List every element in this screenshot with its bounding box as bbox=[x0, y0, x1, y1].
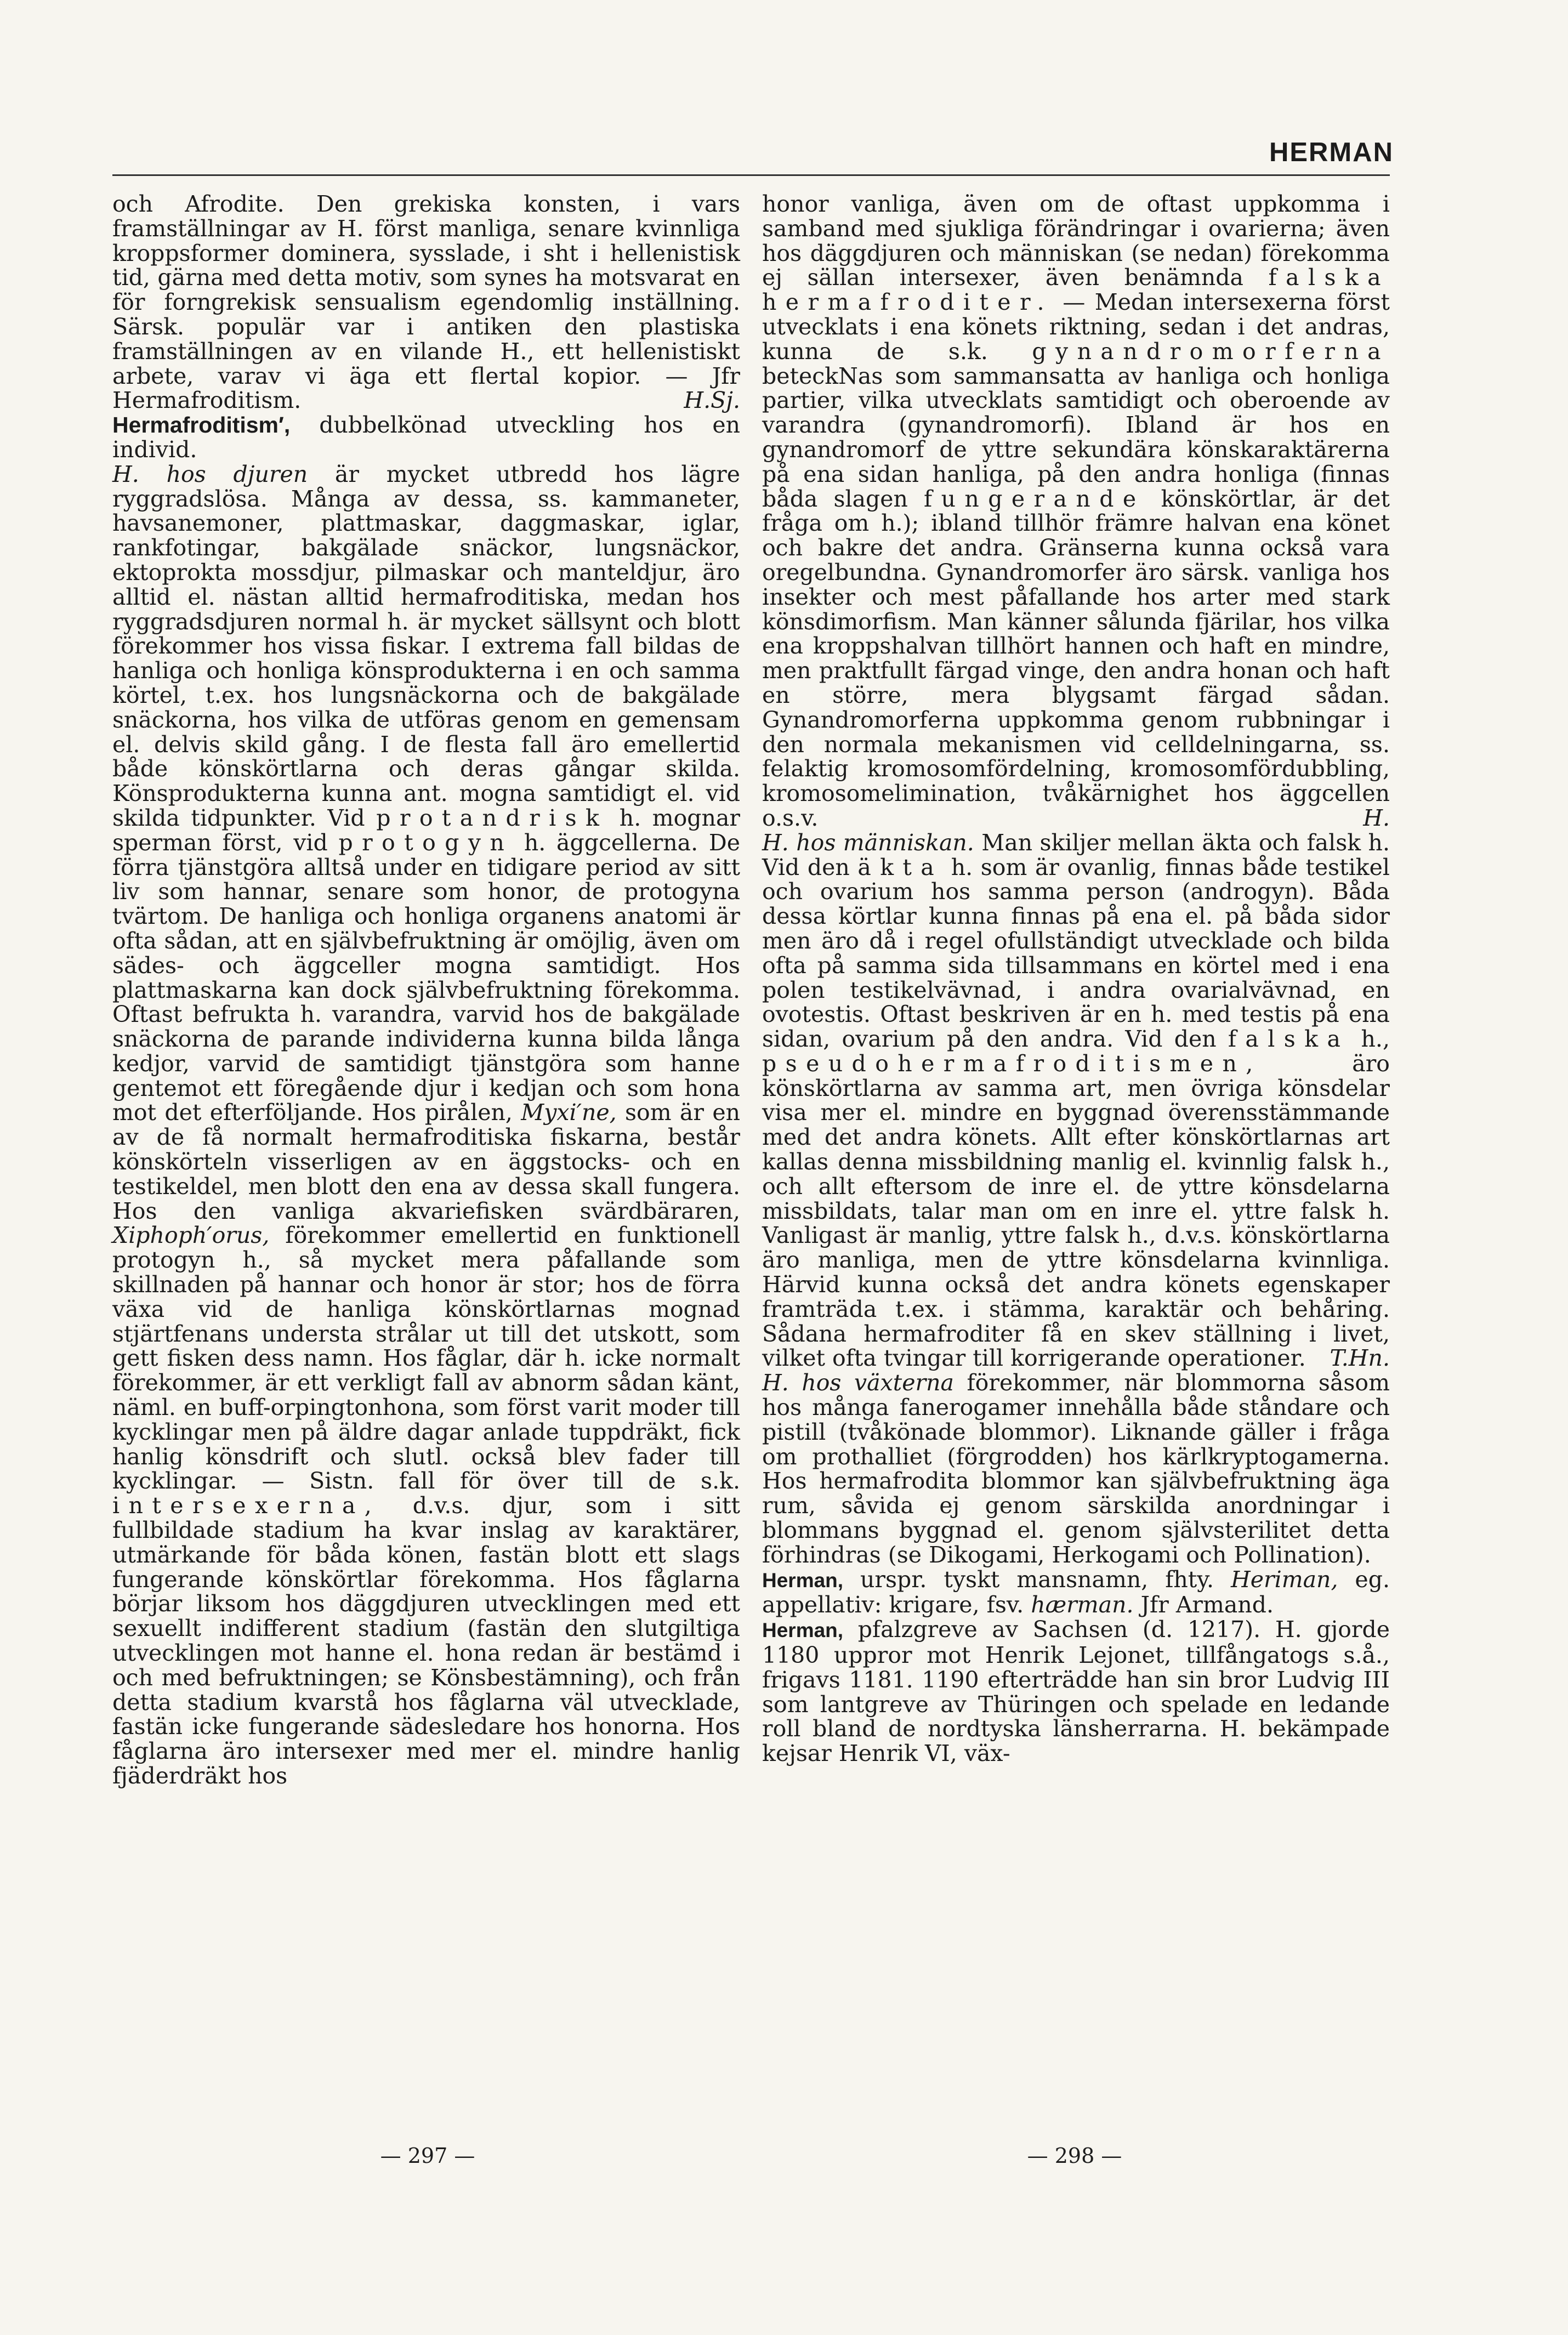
spaced-term: pseudohermafroditismen, bbox=[762, 1050, 1262, 1077]
paragraph-intersexer: honor vanliga, även om de oftast uppkomma i samband med sjukliga förändringar i ovarierna; även hos däggdjuren och människan (se nedan) förekomma ej sällan intersexer, även benämnda falska hermafroditer. — Medan intersexerna först utvecklats i ena könets riktning, sedan i det andras, kunna de s.k. gynandromorferna beteckNas som sammansatta av hanliga och honliga partier, vilka utvecklats samtidigt och oberoende av varandra (gynandromorfi). Ibland är hos en gynandromorf de yttre sekundära könskaraktärerna på ena sidan hanliga, på den andra honliga (finnas båda slagen fungerande könskörtlar, är det fråga om h.); ibland tillhör främre halvan ena könet och bakre det andra. Gränserna kunna också vara oregelbundna. Gynandromorfer äro särsk. vanliga hos insekter och mest påfallande hos arter med stark könsdimorfism. Man känner sålunda fjärilar, hos vilka ena kroppshalvan tillhört hannen och haft en mindre, men praktfullt färgad vinge, den andra honan och haft en större, mera blygsamt färgad sådan. Gynandromorferna uppkomma genom rubbningar i den normala mekanismen vid celldelningarna, ss. felaktig kromosomfördelning, kromosomfördubbling, kromosomelimination, tvåkärnighet hos äggcellen o.s.v. H. bbox=[762, 191, 1390, 831]
section-lead: H. hos människan. bbox=[762, 829, 974, 856]
section-lead: H. hos djuren bbox=[112, 461, 308, 487]
spaced-term: intersexerna, bbox=[112, 1492, 381, 1519]
etymology-word: hærman. bbox=[1031, 1592, 1134, 1618]
species-name: Myxi′ne, bbox=[521, 1099, 617, 1126]
paragraph-afrodite: och Afrodite. Den grekiska konsten, i vars framställningar av H. först manliga, senare kvinnliga kroppsformer dominera, sysslade, i sht i hellenistisk tid, gärna med detta motiv, som synes ha motsvarat en för forngrekisk sensualism egendomlig inställning. Särsk. populär var i antiken den plastiska framställningen av en vilande H., ett hellenistiskt arbete, varav vi äga ett flertal kopior. — Jfr Hermafroditism. H.Sj. bbox=[112, 191, 740, 414]
page-number-right: — 298 — bbox=[1027, 2144, 1122, 2168]
species-name: Xiphoph′orus, bbox=[112, 1222, 270, 1249]
page-number-left: — 297 — bbox=[380, 2144, 475, 2168]
left-column bbox=[112, 192, 740, 1788]
spaced-term: fungerande bbox=[924, 485, 1145, 512]
entry-hermafroditism: Hermafroditism′, dubbelkönad utveckling hos en individ. bbox=[112, 412, 740, 463]
author-signature: H. bbox=[1363, 804, 1390, 831]
section-lead: H. hos växterna bbox=[762, 1370, 954, 1396]
spaced-term: falska hermafroditer. bbox=[762, 264, 1390, 316]
paragraph-djuren: H. hos djuren är mycket utbredd hos lägre ryggradslösa. Många av dessa, ss. kammaneter, havsanemoner, plattmaskar, daggmaskar, iglar, rankfotingar, bakgälade snäckor, lungsnäckor, ektoprokta mossdjur, pilmaskar och manteldjur, äro alltid el. nästan alltid hermafroditiska, medan hos ryggradsdjuren normal h. är mycket sällsynt och blott förekommer hos vissa fiskar. I extrema fall bildas de hanliga och honliga könsprodukterna i en och samma körtel, t.ex. hos lungsnäckorna och de bakgälade snäckorna, hos vilka de utföras genom en gemensam el. delvis skild gång. I de flesta fall äro emellertid både könskörtlarna och deras gångar skilda. Könsprodukterna kunna ant. mogna samtidigt el. vid skilda tidpunkter. Vid protandrisk h. mognar sperman först, vid protogyn h. äggcellerna. De förra tjänstgöra alltså under en tidigare period av sitt liv som hannar, senare som honor, de protogyna tvärtom. De hanliga och honliga organens anatomi är ofta sådan, att en självbefruktning är omöjlig, även om sädes- och äggceller mogna samtidigt. Hos plattmaskarna kan dock självbefruktning förekomma. Oftast befrukta h. varandra, varvid hos de bakgälade snäckorna de parande individerna kunna bilda långa kedjor, varvid de samtidigt tjänstgöra som hanne gentemot ett föregående djur i kedjan och som hona mot det efterföljande. Hos pirålen, Myxi′ne, som är en av de få normalt hermafroditiska fiskarna, består könskörteln visserligen av en äggstocks- och en testikeldel, men blott den ena av dessa skall fungera. Hos den vanliga akvariefisken svärdbäraren, Xiphoph′orus, förekommer emellertid en funktionell protogyn h., så mycket mera påfallande som skillnaden på hannar och honor är stor; hos de förra växa vid de hanliga könskörtlarnas mognad stjärtfenans understa strålar ut till det utskott, som gett fisken dess namn. Hos fåglar, där h. icke normalt förekommer, är ett verkligt fall av abnorm sådan känt, näml. en buff-orpingtonhona, som först varit moder till kycklingar men på äldre dagar anlade tuppdräkt, fick hanlig könsdrift och slutl. också blev fader till kycklingar. — Sistn. fall för över till de s.k. intersexerna, d.v.s. djur, som i sitt fullbildade stadium ha kvar inslag av karaktärer, utmärkande för båda könen, fastän blott ett slags fungerande könskörtlar förekomma. Hos fåglarna börjar liksom hos däggdjuren utvecklingen med ett sexuellt indifferent stadium (fastän den slutgiltiga utvecklingen mot hanne el. hona redan är bestämd i och med befruktningen; se Könsbestämning), och från detta stadium kvarstå hos fåglarna väl utvecklade, fastän icke fungerande sädesledare hos honorna. Hos fåglarna äro intersexer med mer el. mindre hanlig fjäderdräkt hos bbox=[112, 461, 741, 1789]
spaced-term: protandrisk bbox=[376, 804, 609, 831]
paragraph-manniskan: H. hos människan. Man skiljer mellan äkta och falsk h. Vid den äkta h. som är ovanlig, finnas både testikel och ovarium hos samma person (androgyn). Båda dessa körtlar kunna finnas på ena el. på båda sidor men äro då i regel ofullständigt utvecklade och bilda ofta på samma sida tillsammans en körtel med i ena polen testikelvävnad, i andra ovarialvävnad, en ovotestis. Oftast beskriven är en h. med testis på ena sidan, ovarium på den andra. Vid den falska h., pseudohermafroditismen, äro könskörtlarna av samma art, men övriga könsdelar visa mer el. mindre en byggnad överensstämmande med det andra könets. Allt efter könskörtlarnas art kallas denna missbildning manlig el. kvinnlig falsk h., och allt eftersom de inre el. de yttre könsdelarna missbildats, talar man om en inre el. yttre falsk h. Vanligast är manlig, yttre falsk h., d.v.s. könskörtlarna äro manliga, men de yttre könsdelarna kvinnliga. Härvid kunna också det andra könets egenskaper framträda t.ex. i stämma, karaktär och behåring. Sådana hermafroditer få en skev ställning i livet, vilket ofta tvingar till korrigerande operationer. T.Hn. bbox=[762, 829, 1390, 1372]
entry-herman-pfalzgreve: Herman, pfalzgreve av Sachsen (d. 1217). H. gjorde 1180 uppror mot Henrik Lejonet, tillfångatogs s.å., frigavs 1181. 1190 efterträdde han sin bror Ludvig III som lantgreve av Thüringen och spelade en ledande roll bland de nordtyska länsherrarna. H. bekämpade kejsar Henrik VI, väx- bbox=[762, 1616, 1390, 1767]
paragraph-vaxterna: H. hos växterna förekommer, när blommorna såsom hos många fanerogamer innehålla både ståndare och pistill (tvåkönade blommor). Liknande gäller i fråga om prothalliet (förgrodden) hos kärlkryptogamerna. Hos hermafrodita blommor kan självbefruktning äga rum, såvida ej genom särskilda anordningar i blommans byggnad el. genom självsterilitet detta förhindras (se Dikogami, Herkogami och Pollination). bbox=[762, 1370, 1390, 1568]
author-signature: T.Hn. bbox=[1330, 1345, 1390, 1372]
spaced-term: gynandromorferna bbox=[1032, 338, 1390, 365]
spaced-term: falska bbox=[1228, 1026, 1350, 1053]
headword: Herman, bbox=[762, 1569, 844, 1592]
entry-herman-name: Herman, urspr. tyskt mansnamn, fhty. Heriman, eg. appellativ: krigare, fsv. hærman. Jfr Armand. bbox=[762, 1566, 1390, 1618]
author-signature: H.Sj. bbox=[684, 387, 740, 414]
header-rule bbox=[112, 174, 1390, 176]
running-head: HERMAN bbox=[1269, 138, 1394, 167]
etymology-word: Heriman, bbox=[1230, 1566, 1338, 1593]
headword: Hermafroditism′, bbox=[112, 412, 291, 438]
right-column bbox=[762, 192, 1390, 1766]
spaced-term: protogyn bbox=[338, 829, 514, 856]
spaced-term: äkta bbox=[857, 854, 944, 880]
headword: Herman, bbox=[762, 1619, 844, 1642]
